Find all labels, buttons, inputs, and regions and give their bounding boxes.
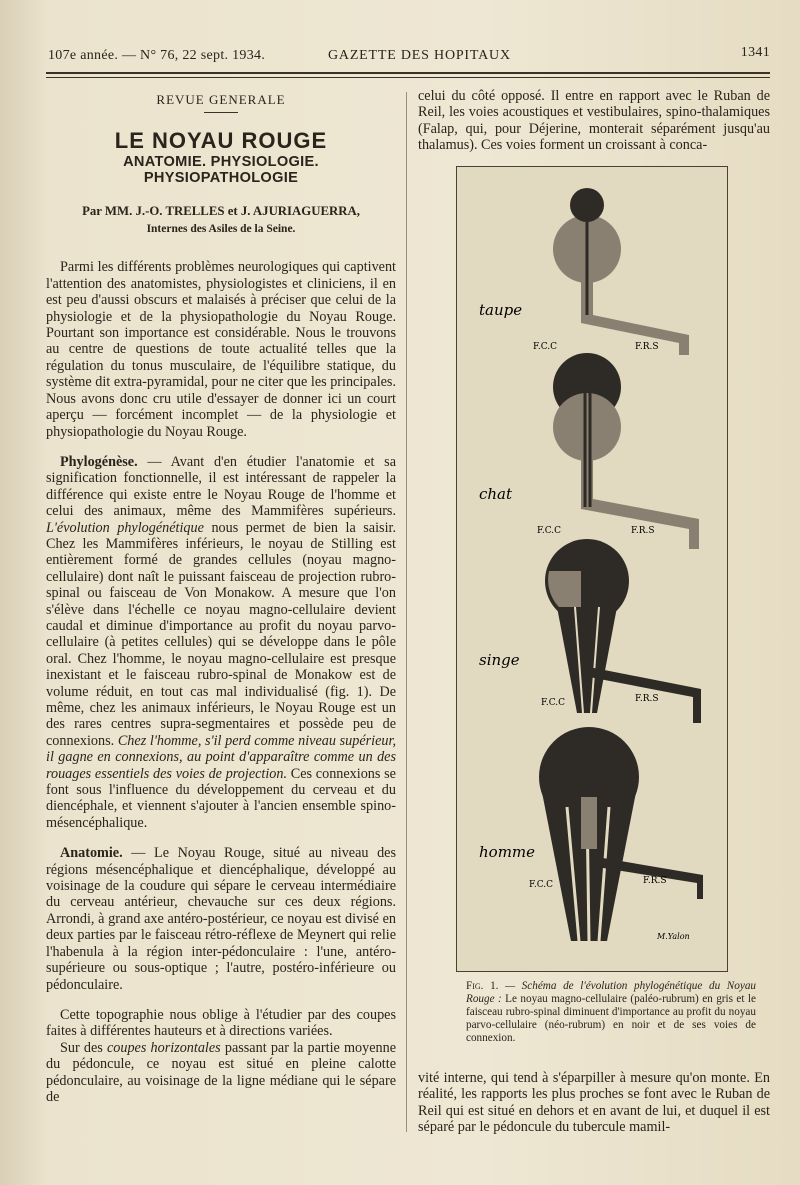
right-bottom-paragraph: vité interne, qui tend à s'éparpiller à mesure qu'on monte. En réalité, les rapports les plus proches se font avec le Ruban de Reil qui est situé en dehors et en avant de lui, et duquel il est séparé par le pédoncule du tubercule mamil- bbox=[418, 1070, 770, 1136]
section-label: REVUE GENERALE bbox=[156, 92, 286, 107]
chat-fcc-label: F.C.C bbox=[537, 526, 562, 536]
affiliation: Internes des Asiles de la Seine. bbox=[146, 223, 296, 236]
caption-title: — Schéma de l'évolution phylogénétique du Noyau Rouge : bbox=[466, 980, 757, 1005]
coupes-paragraph: Sur des coupes horizontales passant par la partie moyenne du pédoncule, ce noyau est situé en pleine calotte pédonculaire, au voisinage de la ligne médiane qui le sépare de bbox=[46, 1039, 396, 1105]
header-rule bbox=[46, 72, 770, 74]
singe-label: singe bbox=[479, 651, 520, 669]
homme-label: homme bbox=[479, 843, 536, 861]
caption-label: Fig. 1. bbox=[466, 980, 499, 992]
anatomie-paragraph: Anatomie. — Le Noyau Rouge, situé au niveau des régions mésencéphalique et diencéphalique, développé au voisinage de la coudure qui sépare le cerveau intermédiaire du cerveau antérieur, chevauche sur ces deux régions. Arrondi, à grand axe antéro-postérieur, ce noyau est divisé en deux parties par le faisceau rétro-réflexe de Meynert qui relie l'habenula à la région inter-pédonculaire : l'une, antéro-supérieure ou sous-optique ; l'autre, postéro-inférieure ou pédonculaire. bbox=[46, 845, 396, 993]
taupe-fcc-label: F.C.C bbox=[533, 342, 558, 352]
phylogenese-heading: Phylogénèse. bbox=[60, 453, 138, 470]
phylogenese-paragraph: Phylogénèse. — Avant d'en étudier l'anatomie et sa signification fonctionnelle, il est intéressant de rappeler la différence qui existe entre le Noyau Rouge de l'homme et celui des animaux, même des Mammifères supérieurs. L'évolution phylogénétique nous permet de bien la saisir. Chez les Mammifères inférieurs, le noyau de Stilling est entièrement formé de grandes cellules (noyau magno-cellulaire) dont naît le puissant faisceau de projection rubro-spinal ou faisceau de Von Monakow. A mesure que l'on s'élève dans l'échelle ce noyau magno-cellulaire devient caudal et diminue d'importance au profit du noyau parvo-cellulaire (à petites cellules) qui se développe dans le pôle oral. Chez l'homme, le noyau magno-cellulaire est presque inexistant et le faisceau rubro-spinal de Monakow est de volume réduit, en tout cas mal individualisé (fig. 1). De même, chez les animaux inférieurs, le Noyau Rouge est un des rares centres supra-segmentaires et possède peu de connexions. Chez l'homme, s'il perd comme niveau supérieur, il gagne en connexions, au point d'apparaître comme un des rouages essentiels des voies de projection. Ces connexions se font sous l'influence du développement du cerveau et du diencéphale, et viennent s'ajouter à l'ancien ensemble spino-mésencéphalique. bbox=[46, 453, 397, 831]
singe-frs-label: F.R.S bbox=[635, 694, 659, 704]
byline: Par MM. J.-O. TRELLES et J. AJURIAGUERRA, bbox=[82, 203, 360, 218]
illustrator-signature: M.Yalon bbox=[657, 932, 690, 941]
right-column-top bbox=[418, 88, 770, 154]
caption-body: Le noyau magno-cellulaire (paléo-rubrum) en gris et le faisceau rubro-spinal diminuent d'importance au profit du noyau parvo-cellulaire (néo-rubrum) en noir et de ses voies de connexion. bbox=[466, 993, 756, 1044]
issue-info: 107e année. — N° 76, 22 sept. 1934. bbox=[48, 48, 266, 63]
left-column bbox=[46, 92, 396, 1105]
taupe-frs-label: F.R.S bbox=[635, 342, 659, 352]
figure-1 bbox=[456, 166, 728, 972]
chat-frs-label: F.R.S bbox=[631, 526, 655, 536]
phylogeny-diagram bbox=[457, 167, 727, 971]
figure-caption bbox=[466, 980, 756, 1045]
anatomie-heading: Anatomie. bbox=[60, 845, 123, 862]
taupe-label: taupe bbox=[479, 301, 523, 319]
right-column-bottom bbox=[418, 1070, 770, 1136]
article-title: LE NOYAU ROUGE bbox=[114, 128, 328, 154]
running-header bbox=[48, 45, 770, 68]
intro-paragraph: Parmi les différents problèmes neurologiques qui captivent l'attention des anatomistes, physiologistes et cliniciens, il en est peu d'aussi obscurs et malaisés à préciser que celui de la physiologie et de la physiopathologie du Noyau Rouge. Pourtant son importance est considérable. Nous le trouvons au centre de questions de toute actualité telles que la régulation du tonus musculaire, de l'équilibre statique, du système dit extra-pyramidal, pour ne citer que les principales. Nous avons donc cru utile d'essayer de donner ici un court aperçu — forcément incomplet — de la physiologie et physiopathologie du Noyau Rouge. bbox=[46, 259, 396, 440]
homme-fcc-label: F.C.C bbox=[529, 880, 554, 890]
right-top-paragraph: celui du côté opposé. Il entre en rapport avec le Ruban de Reil, les voies acoustiques et vestibulaires, spino-thalamiques (Falap, qui, pour Déjerine, monterait séparément jusqu'au thalamus). Ces voies forment un croissant à conca- bbox=[418, 88, 770, 154]
homme-frs-label: F.R.S bbox=[643, 876, 667, 886]
journal-title: GAZETTE DES HOPITAUX bbox=[328, 48, 511, 63]
chat-label: chat bbox=[479, 485, 513, 503]
column-divider bbox=[406, 92, 407, 1132]
singe-fcc-label: F.C.C bbox=[541, 698, 566, 708]
section-divider bbox=[204, 112, 238, 113]
header-rule-thin bbox=[46, 77, 770, 78]
page-number: 1341 bbox=[740, 45, 770, 60]
topographie-paragraph: Cette topographie nous oblige à l'étudier par des coupes faites à différentes hauteurs et à directions variées. bbox=[46, 1006, 396, 1040]
article-subtitle: ANATOMIE. PHYSIOLOGIE. PHYSIOPATHOLOGIE bbox=[123, 153, 319, 187]
